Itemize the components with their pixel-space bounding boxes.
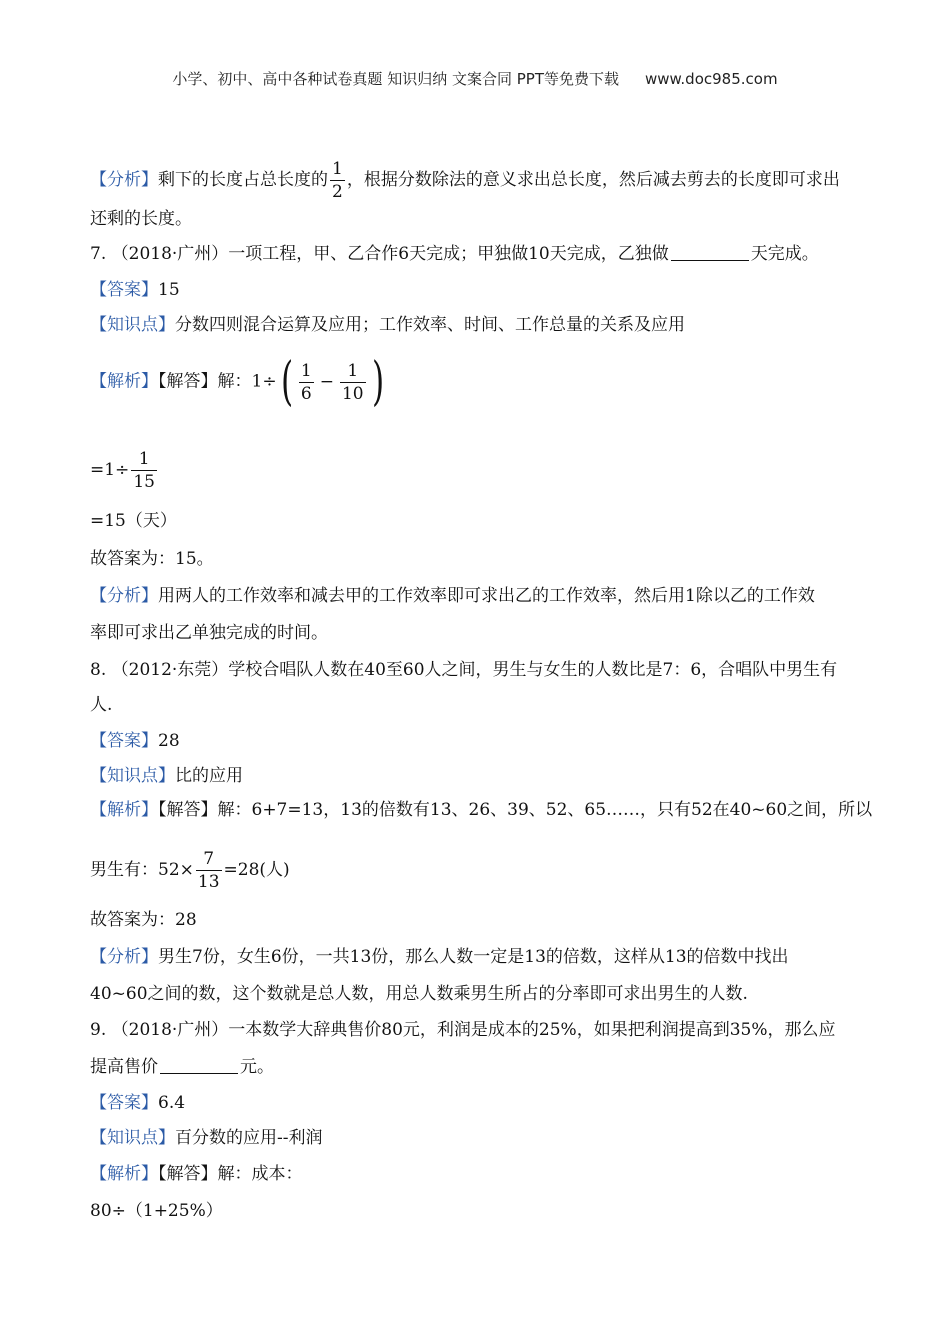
q9-knowledge: 【知识点】百分数的应用--利润 (90, 1128, 323, 1148)
q7-analysis-line1: 【分析】用两人的工作效率和减去甲的工作效率即可求出乙的工作效率，然后用1除以乙的工作效 (90, 586, 815, 606)
q7-question: 7. （2018·广州）一项工程，甲、乙合作6天完成；甲独做10天完成，乙独做 天完成。 (90, 244, 819, 264)
q9-solution-line1: 【解析】【解答】解：成本： (90, 1164, 303, 1184)
prev-analysis-line2: 还剩的长度。 (90, 209, 192, 229)
prev-analysis-line1: 【分析】剩下的长度占总长度的 $\frac{1}{2}$ ，根据分数除法的意义求出总长度，然后减去剪去的长度即可求出 (90, 159, 840, 202)
q9-question-line2: 提高售价 元。 (90, 1057, 274, 1077)
q7-answer-blank (671, 244, 749, 261)
q7-step3: =15（天） (90, 511, 177, 531)
q8-analysis-line2: 40~60之间的数，这个数就是总人数，用总人数乘男生所占的分率即可求出男生的人数. (90, 984, 748, 1004)
q8-solution-line1: 【解析】【解答】解：6+7=13，13的倍数有13、26、39、52、65……，只有52在40~60之间，所以 (90, 800, 873, 820)
q9-question-line1: 9. （2018·广州）一本数学大辞典售价80元，利润是成本的25%，如果把利润提高到35%，那么应 (90, 1020, 836, 1040)
q9-answer: 【答案】6.4 (90, 1093, 186, 1113)
q7-answer: 【答案】15 (90, 280, 180, 300)
q8-calc: 男生有：52× $\frac{7}{13}$ =28(人) (90, 849, 290, 892)
q7-paren-expression: ( $\frac{1}{6}$ − $\frac{1}{10}$ ) (280, 352, 384, 412)
page-header (0, 68, 950, 89)
q8-knowledge: 【知识点】比的应用 (90, 766, 243, 786)
q8-conclusion: 故答案为：28 (90, 910, 197, 930)
fraction-one-half: $\frac{1}{2}$ (332, 159, 343, 202)
q8-answer: 【答案】28 (90, 731, 180, 751)
q7-analysis-line2: 率即可求出乙单独完成的时间。 (90, 623, 328, 643)
q7-step2: =1÷ $\frac{1}{15}$ (90, 449, 155, 492)
q7-conclusion: 故答案为：15。 (90, 549, 214, 569)
q7-knowledge: 【知识点】分数四则混合运算及应用；工作效率、时间、工作总量的关系及应用 (90, 315, 685, 335)
q7-solution: 【解析】【解答】解：1÷ ( $\frac{1}{6}$ − $\frac{1}{10}$ ) (90, 356, 388, 408)
q8-question-line1: 8. （2012·东莞）学校合唱队人数在40至60人之间，男生与女生的人数比是7：6，合唱队中男生有 (90, 660, 838, 680)
header-url[interactable]: www.doc985.com (644, 70, 778, 88)
q9-calc: 80÷（1+25%） (90, 1201, 223, 1221)
q8-question-line2: 人. (90, 695, 113, 715)
analysis-tag: 【分析】 (90, 170, 158, 190)
header-text: 小学、初中、高中各种试卷真题 知识归纳 文案合同 PPT等免费下载 (172, 70, 619, 88)
q8-analysis-line1: 【分析】男生7份，女生6份，一共13份，那么人数一定是13的倍数，这样从13的倍数中找出 (90, 947, 789, 967)
q9-answer-blank (160, 1057, 238, 1074)
